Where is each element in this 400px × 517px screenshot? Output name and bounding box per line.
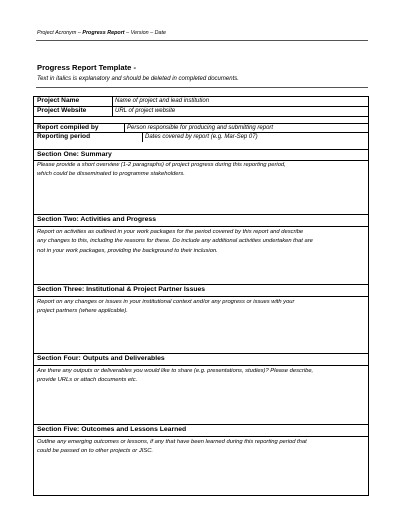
section-three-line-1: Report on any changes or issues in your institutional context and/or any progress or issues with your [37,299,295,305]
section-two-line-1: Report on activities as outlined in your work packages for the period covered by this report and describe [37,229,304,235]
section-title-rule [33,365,369,366]
section-one-title: Section One: Summary [37,151,112,158]
field-value-project-website[interactable]: URL of project website [115,108,176,114]
field-value-reporting-period[interactable]: Dates covered by report (e.g. Mar-Sep 07) [145,134,258,140]
section-five-title: Section Five: Outcomes and Lessons Learned [37,426,187,433]
field-label-report-compiled-by: Report compiled by [37,124,99,131]
section-two-title: Section Two: Activities and Progress [37,216,156,223]
section-five-line-1: Outline any emerging outcomes or lessons, if any that have been learned during this reporting period that [37,439,307,445]
section-two-line-2: any changes to this, including the reasons for these. Do include any additional activities undertaken that are [37,238,313,245]
header-separator: – [76,30,83,36]
section-one-line-1: Please provide a short overview (1-2 paragraphs) of project progress during this reporting period, [37,162,286,168]
header-version-date: – Version – Date [124,30,167,36]
instruction-note: Text in italics is explanatory and should be deleted in completed documents. [37,76,239,82]
field-value-report-compiled-by[interactable]: Person responsible for producing and submitting report [127,125,274,131]
column-divider [124,123,125,132]
section-three-line-2: project partners (where applicable). [37,308,128,315]
row-divider [33,123,369,124]
section-divider [33,214,369,215]
page-title: Progress Report Template - [37,63,137,72]
section-two-text[interactable] [37,228,363,256]
section-title-rule [33,296,369,297]
row-divider [33,116,369,117]
section-four-line-1: Are there any outputs or deliverables you would like to share (e.g. presentations, studies)? Please describe, [37,368,314,374]
section-title-rule [33,436,369,437]
section-four-title: Section Four: Outputs and Deliverables [37,355,165,362]
field-label-project-website: Project Website [37,107,87,114]
section-three-title: Section Three: Institutional & Project Partner Issues [37,286,206,293]
header-acronym: Project Acronym [37,30,77,36]
section-one-text[interactable] [37,161,363,180]
section-title-rule [33,226,369,227]
section-divider [33,353,369,354]
section-one-line-2: which could be disseminated to programme stakeholders. [37,171,185,178]
header-report-name: Progress Report [82,30,125,36]
column-divider [112,96,113,116]
note-rule [36,87,368,88]
column-divider [142,132,143,142]
header-rule [36,40,368,41]
field-label-project-name: Project Name [37,97,80,104]
section-three-text[interactable] [37,298,363,317]
section-four-text[interactable] [37,367,363,386]
section-five-line-2: could be passed on to other projects or JISC. [37,448,154,455]
section-four-line-2: provide URLs or attach documents etc. [37,377,138,384]
field-label-reporting-period: Reporting period [37,133,91,140]
section-divider [33,149,369,150]
field-value-project-name[interactable]: Name of project and lead institution [115,98,210,104]
section-five-text[interactable] [37,438,363,457]
section-two-line-3: not in your work packages, providing the background to their inclusion. [37,247,218,254]
running-header [37,30,166,36]
section-divider [33,284,369,285]
section-divider [33,424,369,425]
